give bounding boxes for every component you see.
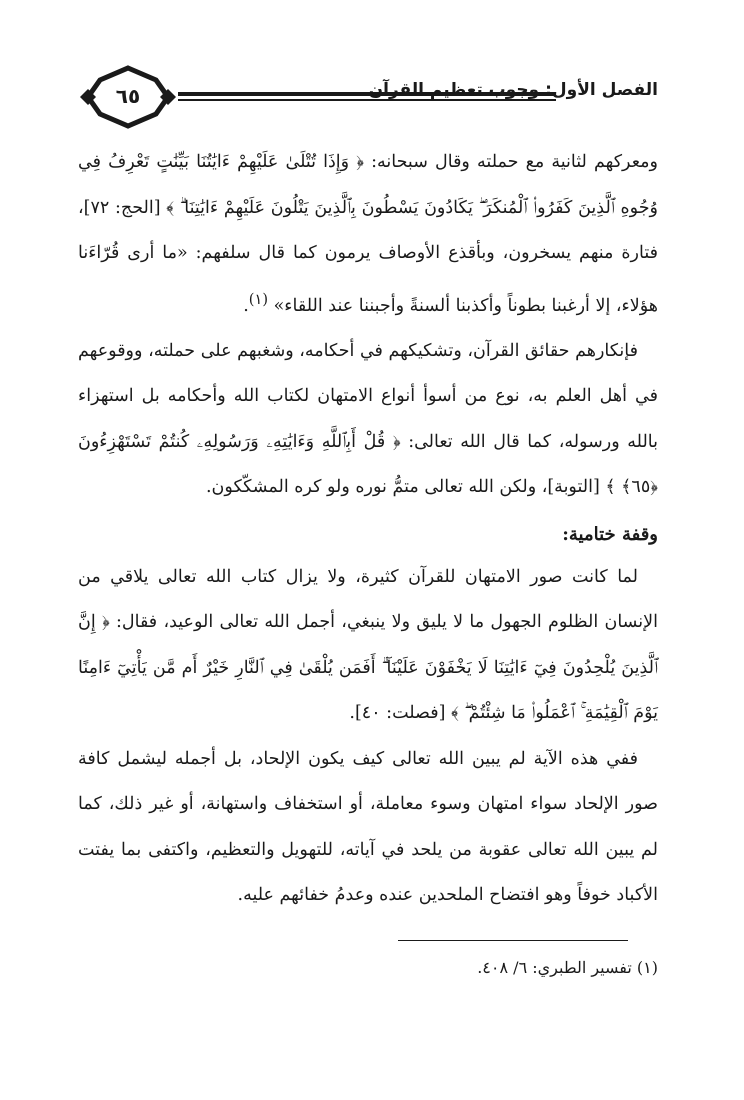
section-heading: وقفة ختامية: — [562, 523, 658, 545]
page-body — [78, 140, 658, 919]
chapter-title: الفصل الأول: وجوب تعظيم القرآن — [368, 80, 658, 100]
paragraph-1: ومعركهم لثانية مع حملته وقال سبحانه: ﴿ وَإِذَا تُتْلَىٰ عَلَيْهِمْ ءَايَٰتُنَا بَيِّنَٰتٍ تَعْرِفُ فِي وُجُوهِ ٱلَّذِينَ كَفَرُوا۟ ٱلْمُنكَرَ ۖ يَكَادُونَ يَسْطُونَ بِٱلَّذِينَ يَتْلُونَ عَلَيْهِمْ ءَايَٰتِنَا ۗ ﴾ [الحج: ٧٢]، فتارة منهم يسخرون، وبأقذع الأوصاف يرمون كما قال سلفهم: «ما أرى قُرّاءَنا هؤلاء، إلا أرغبنا بطوناً وأكذبنا ألسنةً وأجبننا عند اللقاء» $^{(١)}$. — [78, 152, 658, 316]
page-number: ٦٥ — [115, 84, 141, 108]
footnote-separator — [398, 940, 628, 941]
footnote: (١) تفسير الطبري: ٦/ ٤٠٨. — [477, 958, 658, 977]
paragraph-2: فإنكارهم حقائق القرآن، وتشكيكهم في أحكامه، وشغبهم على حملته، ووقوعهم في أهل العلم به، نوع من أسوأ أنواع الامتهان لكتاب الله وأحكامه بل استهزاء بالله ورسوله، كما قال الله تعالى: ﴿ قُلْ أَبِٱللَّهِ وَءَايَٰتِهِۦ وَرَسُولِهِۦ كُنتُمْ تَسْتَهْزِءُونَ ﴿٦٥﴾ ﴾ [التوبة]، ولكن الله تعالى متمُّ نوره ولو كره المشكّكون. — [78, 340, 658, 498]
paragraph-4: ففي هذه الآية لم يبين الله تعالى كيف يكون الإلحاد، بل أجمله ليشمل كافة صور الإلحاد سواء امتهان وسوء معاملة، أو استخفاف واستهانة، أو غير ذلك، كما لم يبين الله تعالى عقوبة من يلحد في آياته، للتهويل والتعظيم، واكتفى بما يفتت الأكباد خوفاً وهو افتضاح الملحدين عنده وعدمُ خفائهم عليه. — [78, 748, 658, 906]
footnote-reference: (١) — [248, 290, 269, 308]
paragraph-3: لما كانت صور الامتهان للقرآن كثيرة، ولا يزال كتاب الله تعالى يلاقي من الإنسان الظلوم الجهول ما لا يليق ولا ينبغي، أجمل الله تعالى الوعيد، فقال: ﴿ إِنَّ ٱلَّذِينَ يُلْحِدُونَ فِيٓ ءَايَٰتِنَا لَا يَخْفَوْنَ عَلَيْنَآ ۗ أَفَمَن يُلْقَىٰ فِي ٱلنَّارِ خَيْرٌ أَم مَّن يَأْتِيٓ ءَامِنًا يَوْمَ ٱلْقِيَٰمَةِ ۚ ٱعْمَلُوا۟ مَا شِئْتُمْ ۖ ﴾ [فصلت: ٤٠]. — [78, 566, 658, 724]
paragraph-1-text: ومعركهم لثانية مع حملته وقال سبحانه: ﴿ وَإِذَا تُتْلَىٰ عَلَيْهِمْ ءَايَٰتُنَا بَيِّنَٰتٍ تَعْرِفُ فِي وُجُوهِ ٱلَّذِينَ كَفَرُوا۟ ٱلْمُنكَرَ ۖ يَكَادُونَ يَسْطُونَ بِٱلَّذِينَ يَتْلُونَ عَلَيْهِمْ ءَايَٰتِنَا ۗ ﴾ [الحج: ٧٢]، فتارة منهم يسخرون، وبأقذع الأوصاف يرمون كما قال سلفهم: «ما أرى قُرّاءَنا هؤلاء، إلا أرغبنا بطوناً وأكذبنا ألسنةً وأجبننا عند اللقاء» — [78, 152, 658, 316]
page-header — [78, 62, 658, 132]
